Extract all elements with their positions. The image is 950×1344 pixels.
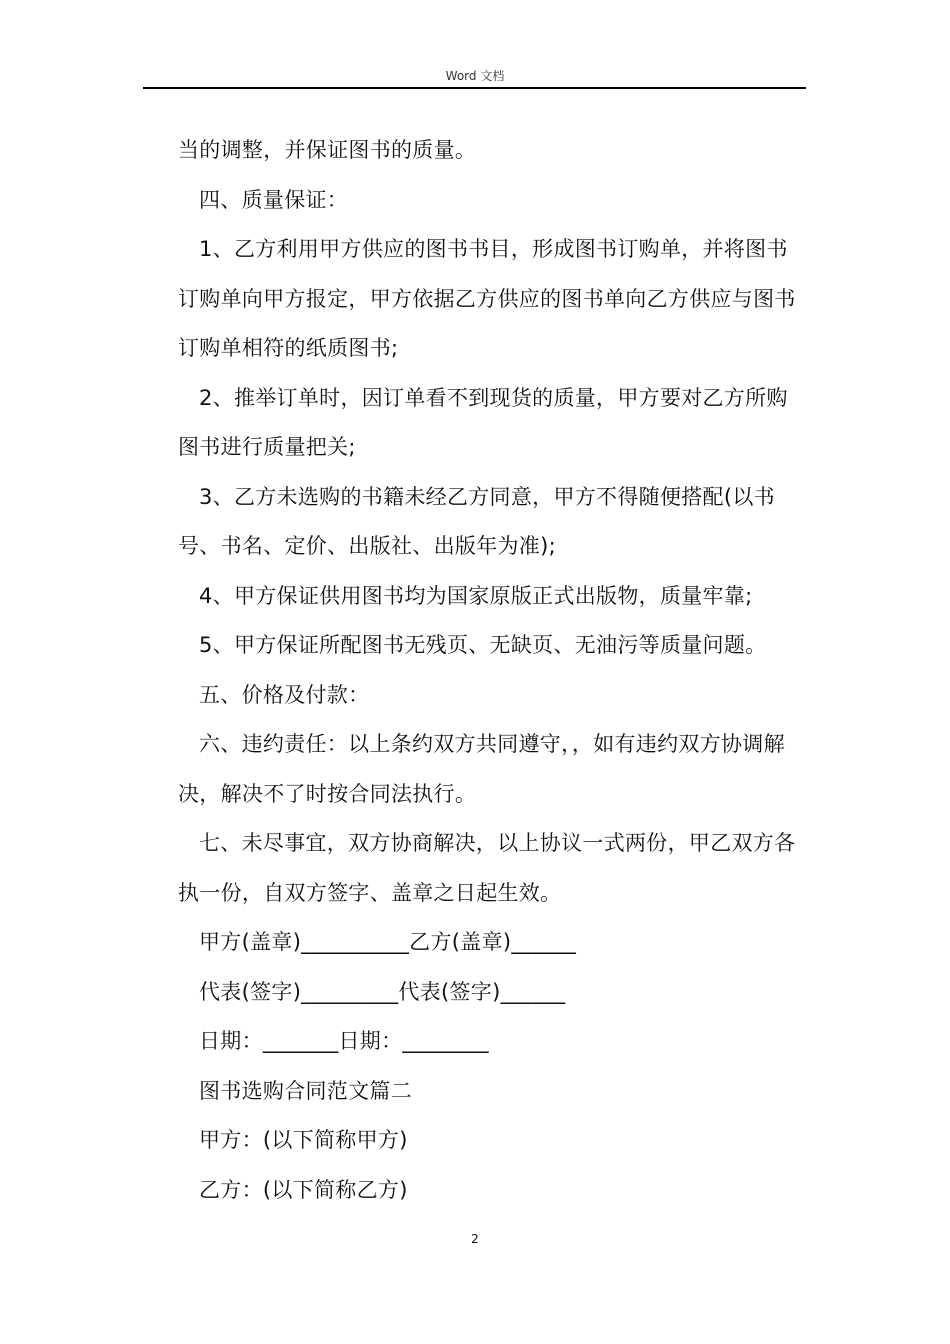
- signature-date-line: 日期：_______日期：________: [199, 1029, 489, 1053]
- party-b-line: 乙方：(以下简称乙方): [199, 1177, 408, 1202]
- party-a-line: 甲方：(以下简称甲方): [199, 1128, 408, 1152]
- document-body: [178, 126, 808, 1215]
- signature-stamp-line: 甲方(盖章)__________乙方(盖章)______: [199, 930, 577, 954]
- clause-3: 3、乙方未选购的书籍未经乙方同意，甲方不得随便搭配(以书号、书名、定价、出版社、出版年为准);: [178, 484, 775, 558]
- sample-title: 图书选购合同范文篇二: [199, 1078, 412, 1103]
- page-number: 2: [471, 1232, 479, 1246]
- signature-representative-line: 代表(签字)_________代表(签字)______: [199, 979, 566, 1004]
- header-divider: [143, 87, 806, 89]
- clause-2: 2、推举订单时，因订单看不到现货的质量，甲方要对乙方所购图书进行质量把关;: [178, 385, 788, 459]
- section-misc: 七、未尽事宜，双方协商解决，以上协议一式两份，甲乙双方各执一份，自双方签字、盖章之日起生效。: [178, 831, 796, 905]
- clause-5: 5、甲方保证所配图书无残页、无缺页、无油污等质量问题。: [199, 633, 767, 657]
- section-heading-quality: 四、质量保证：: [199, 187, 349, 212]
- paragraph-continuation: 当的调整，并保证图书的质量。: [178, 138, 477, 162]
- section-breach: 六、违约责任：以上条约双方共同遵守，，如有违约双方协调解决，解决不了时按合同法执行。: [178, 732, 785, 806]
- header-title: Word 文档: [445, 69, 505, 83]
- section-heading-price: 五、价格及付款：: [199, 682, 370, 707]
- clause-4: 4、甲方保证供用图书均为国家原版正式出版物，质量牢靠;: [199, 583, 753, 608]
- clause-1: 1、乙方利用甲方供应的图书书目，形成图书订购单，并将图书订购单向甲方报定，甲方依据乙方供应的图书单向乙方供应与图书订购单相符的纸质图书;: [178, 237, 796, 360]
